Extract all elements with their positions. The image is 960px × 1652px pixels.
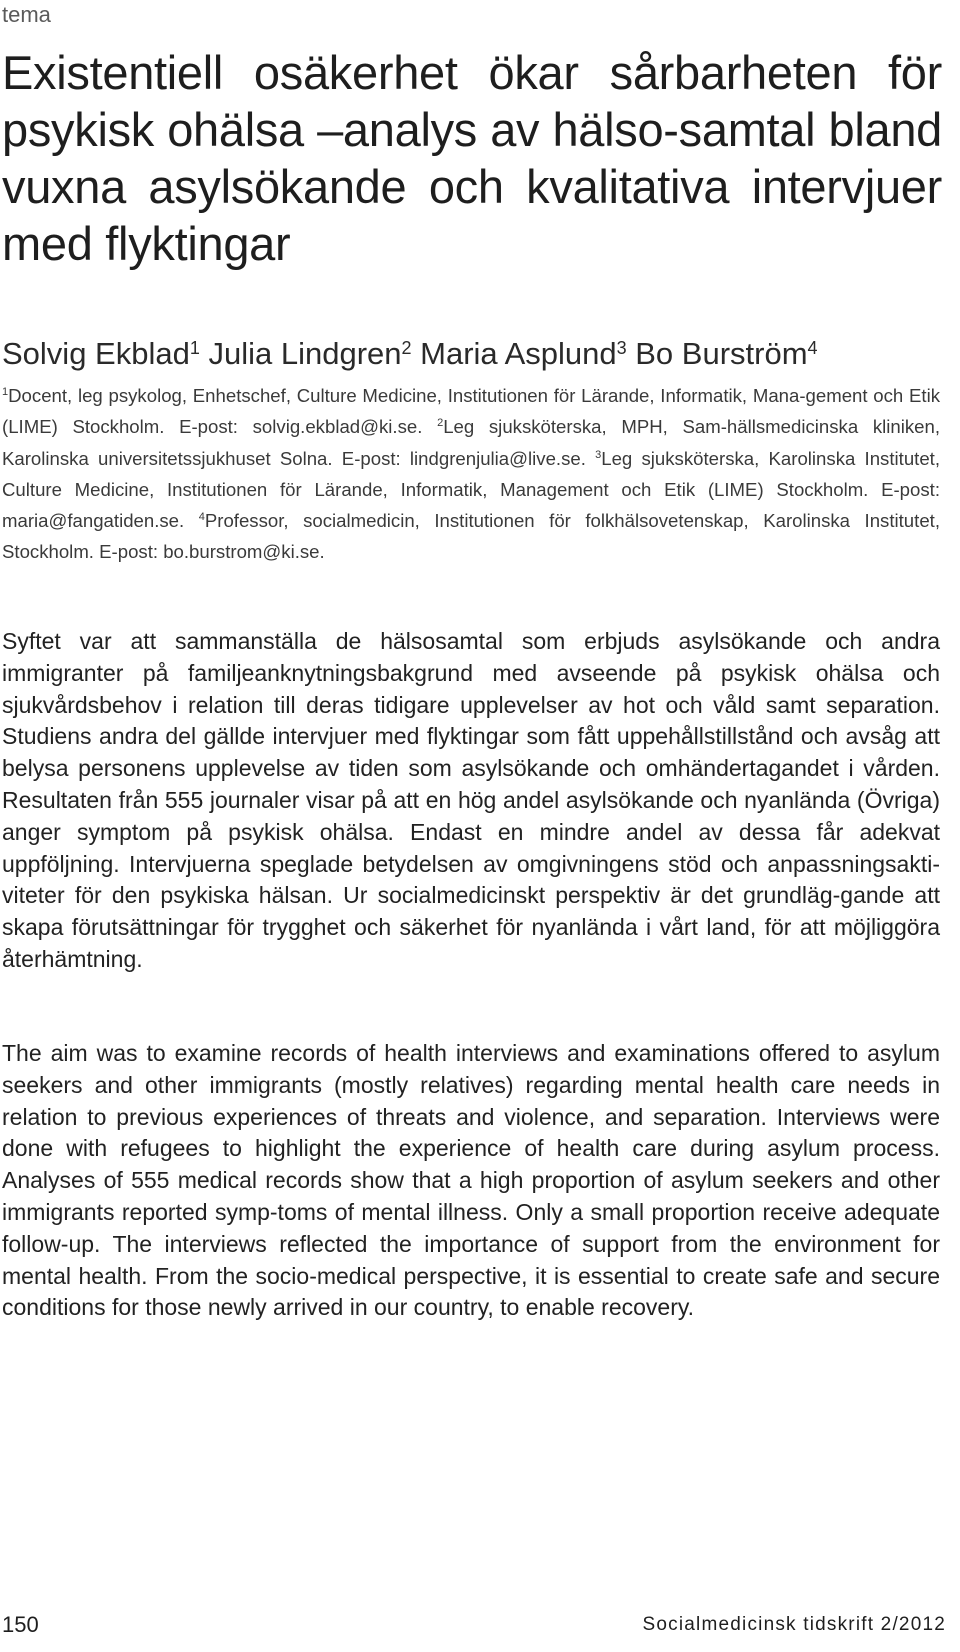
abstract-english: The aim was to examine records of health interviews and examinations offered to asylum seekers and other immigrants (mostly relatives) regarding mental health care needs in relation to previous experiences of threats and violence, and separation. Interviews were done with refugees to highlight the experience of health care during asylum process. Analyses of 555 medical records show that a high proportion of asylum seekers and other immigrants reported symp-toms of mental illness. Only a small proportion receive adequate follow-up. The interviews reflected the importance of support from the environment for mental health. From the socio-medical perspective, it is essential to create safe and secure conditions for those newly arrived in our country, to enable recovery. [2,1040,940,1321]
author-sup: 2 [401,338,412,358]
author-name: Julia Lindgren [208,336,402,371]
affiliation-text: Professor, socialmedicin, Institutionen för folkhälsovetenskap, Karolinska Institutet, Stockholm. E-post: bo.burstrom@ki.se. [2,510,940,563]
abstract-swedish: Syftet var att sammanställa de hälsosamtal som erbjuds asylsökande och andra immigranter på familjeanknytningsbakgrund med avseende på psykisk ohälsa och sjukvårdsbehov i relation till deras tidigare upplevelser av hot och våld samt separation. Studiens andra del gällde intervjuer med flyktingar som fått uppehållstillstånd och avsåg att belysa personens upplevelse av tiden som asylsökande och omhändertagandet i vården. Resultaten från 555 journaler visar på att en hög andel asylsökande och nyanlända (Övriga) anger symptom på psykisk ohälsa. Endast en mindre andel av dessa får adekvat uppföljning. Intervjuerna speglade betydelsen av omgivningens stöd och anpassningsakti-viteter för den psykiska hälsan. Ur socialmedicinskt perspektiv är det grundläg-gande att skapa förutsättningar för trygghet och säkerhet för nyanlända i vårt land, för att möjliggöra återhämtning. [2,628,940,972]
section-label: tema [2,2,51,27]
author-name: Maria Asplund [420,336,617,371]
affiliation-sup: 3 [595,448,602,461]
affiliation-text: Leg sjuksköterska, Karolinska Institutet, Culture Medicine, Institutionen för Lärande, Informatik, Management och Etik (LIME) Stockholm. E-post: maria@fangatiden.se. [2,447,940,532]
author-name: Solvig Ekblad [2,336,190,371]
page-number: 150 [2,1612,39,1637]
author-sup: 1 [189,338,200,358]
affiliations [2,380,940,568]
author-list [2,332,942,376]
affiliation-sup: 1 [2,386,9,398]
affiliation-sup: 2 [437,417,444,430]
author-sup: 3 [616,338,627,358]
affiliation-sup: 4 [198,511,205,524]
affiliation-text: Leg sjuksköterska, MPH, Sam-hällsmedicinska kliniken, Karolinska universitetssjukhuset Solna. E-post: lindgrenjulia@live.se. [2,416,940,469]
author-sup: 4 [807,338,818,358]
article-title: Existentiell osäkerhet ökar sårbarheten för psykisk ohälsa –analys av hälso-samtal bland vuxna asylsökande och kvalitativa intervjuer med flyktingar [2,46,942,270]
affiliation-text: Docent, leg psykolog, Enhetschef, Culture Medicine, Institutionen för Lärande, Informatik, Mana-gement och Etik (LIME) Stockholm. E-post: solvig.ekblad@ki.se. [2,385,940,438]
author-name: Bo Burström [635,336,808,371]
journal-name: Socialmedicinsk tidskrift 2/2012 [642,1614,946,1635]
